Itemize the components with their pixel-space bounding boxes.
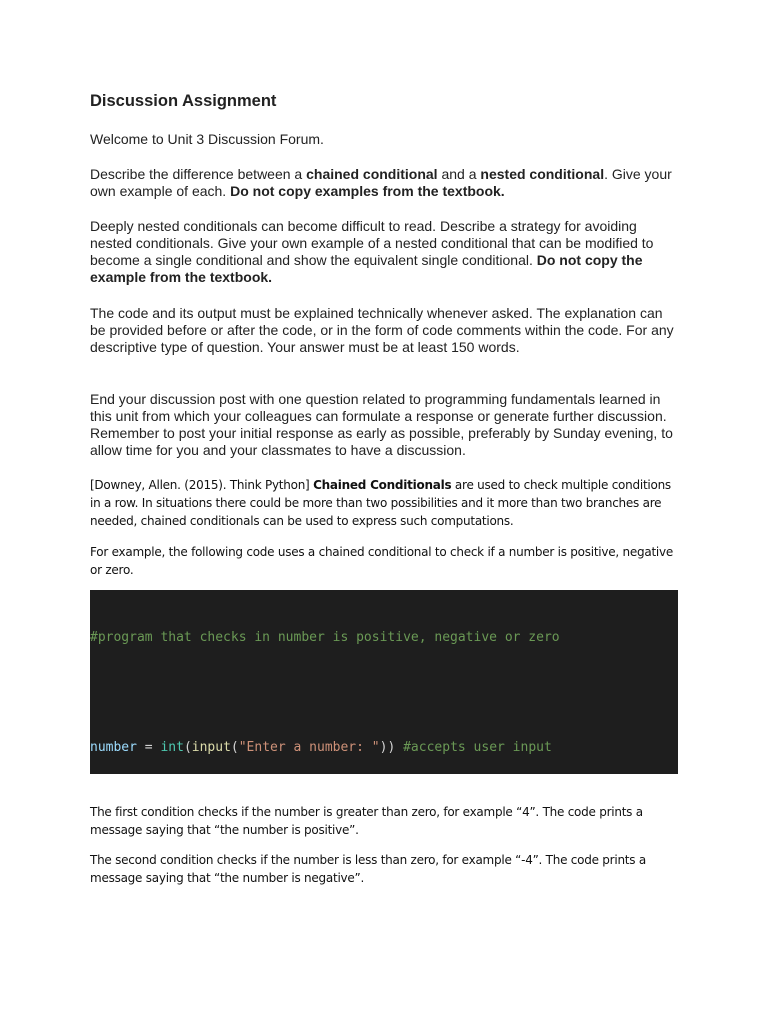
question-1-paragraph (90, 166, 675, 200)
example-intro-paragraph: For example, the following code uses a chained conditional to check if a number is positive, negative or zero. (90, 545, 673, 577)
answer-bold-term: Chained Conditionals (313, 478, 452, 492)
answer-citation: [Downey, Allen. (2015). Think Python] (90, 478, 314, 492)
explain-first-condition: The first condition checks if the number is greater than zero, for example “4”. The code prints a message saying that “the number is positive”. (90, 805, 643, 837)
q1-text-1: Describe the difference between a (90, 166, 307, 182)
code-paren: ( (183, 740, 192, 756)
answer-paragraph (90, 476, 680, 530)
page-title: Discussion Assignment (90, 92, 277, 110)
q1-bold-chained: chained conditional (306, 166, 438, 182)
q1-bold-nested: nested conditional (480, 166, 605, 182)
q2-text: Deeply nested conditionals can become difficult to read. Describe a strategy for avoiding nested conditionals. Give your own example of a nested conditional that can be modified to become a single conditional and show the equivalent single conditional. (90, 218, 654, 268)
code-string-prompt: "Enter a number: " (238, 740, 380, 756)
code-inline-comment: #accepts user input (395, 740, 552, 756)
q2-bold-warning: Do not copy the example from the textbook. (90, 252, 643, 285)
code-line-blank-1 (90, 684, 678, 702)
closing-paragraph: End your discussion post with one question related to programming fundamentals learned in this unit from which your colleagues can formulate a response or generate further discussion. Remember to post your initial response as early as possible, preferably by Sunday evening, to allow time for you and your classmates to have a discussion. (90, 391, 673, 458)
code-paren: ( (230, 740, 239, 756)
code-var-number: number (90, 740, 137, 756)
code-comment: #program that checks in number is positive, negative or zero (90, 629, 560, 645)
explain-second-condition: The second condition checks if the number is less than zero, for example “-4”. The code prints a message saying that “the number is negative”. (90, 853, 646, 885)
q1-text-3: . Give your own example of each. (90, 166, 672, 199)
answer-text: are used to check multiple conditions in a row. In situations there could be more than two possibilities and it more than two branches are needed, chained conditionals can be used to express such computations. (90, 478, 671, 528)
question-2-paragraph (90, 218, 675, 286)
code-line-3 (90, 739, 678, 757)
code-block (90, 590, 678, 774)
code-line-1 (90, 629, 678, 647)
code-func-int: int (160, 740, 184, 756)
code-paren: )) (379, 740, 396, 756)
rules-paragraph: The code and its output must be explained technically whenever asked. The explanation can be provided before or after the code, or in the form of code comments within the code. For any descriptive type of question. Your answer must be at least 150 words. (90, 305, 674, 355)
q1-bold-warning: Do not copy examples from the textbook. (230, 183, 505, 199)
q1-text-2: and a (437, 166, 481, 182)
intro-paragraph: Welcome to Unit 3 Discussion Forum. (90, 131, 324, 147)
code-op-assign: = (136, 740, 161, 756)
code-func-input: input (191, 740, 231, 756)
